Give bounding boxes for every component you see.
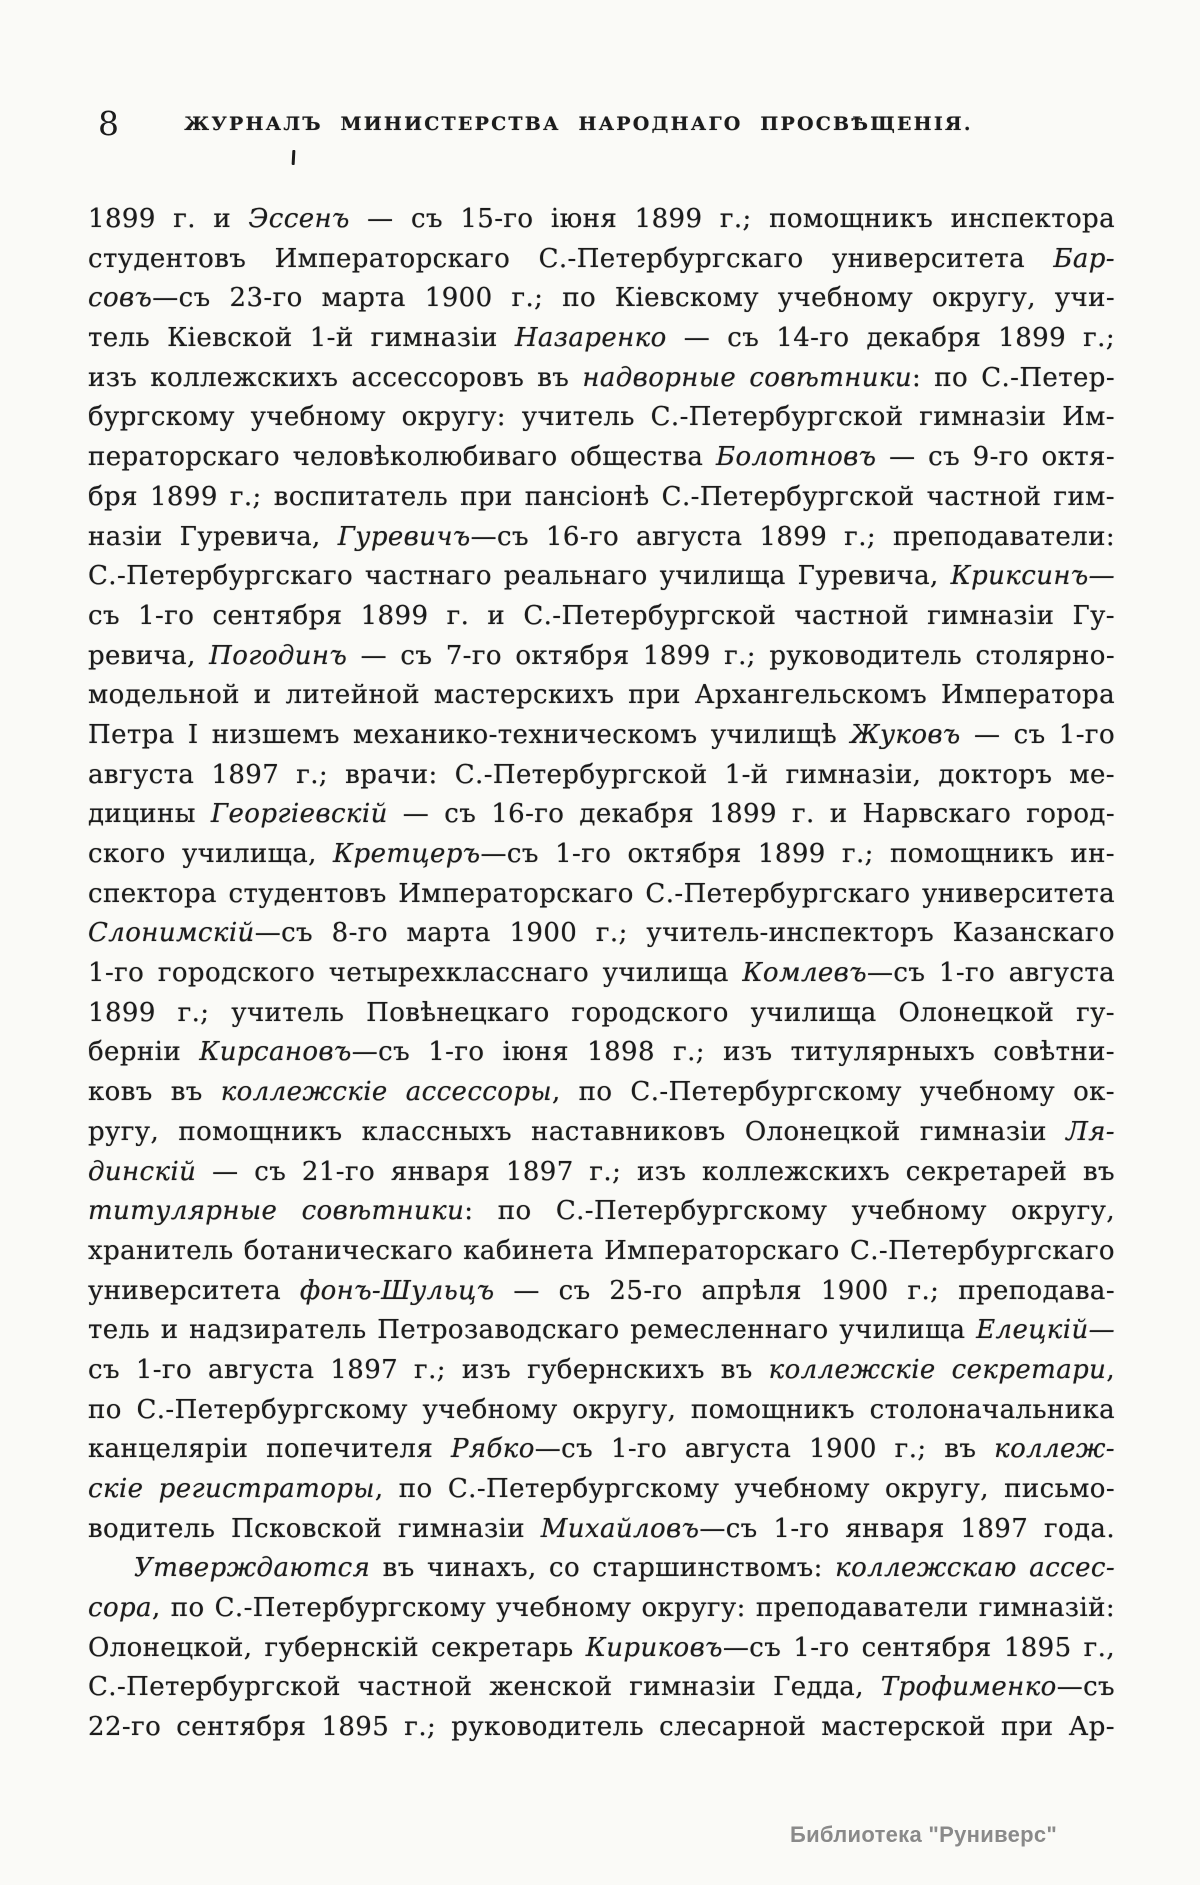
text-segment: бургскому учебному округу: учитель С.-Петербургской гимназіи Им- — [88, 402, 1115, 433]
text-segment: —съ 1-го октября 1899 г.; помощникъ ин- — [480, 839, 1115, 869]
text-segment: тель Кіевской 1-й гимназіи — [88, 323, 515, 354]
text-line — [88, 1351, 1115, 1391]
text-line — [88, 1073, 1115, 1113]
text-line — [88, 518, 1115, 558]
ink-speck-artifact — [292, 150, 296, 165]
running-title: ЖУРНАЛЪ МИНИСТЕРСТВА НАРОДНАГО ПРОСВѢЩЕНІЯ. — [184, 113, 973, 135]
text-line — [88, 1311, 1115, 1351]
text-line — [88, 835, 1115, 875]
text-segment: назіи Гуревича, — [88, 521, 338, 552]
text-line — [88, 1232, 1115, 1272]
text-segment: —съ 23-го марта 1900 г.; по Кіевскому учебному округу, учи- — [152, 283, 1115, 314]
text-segment: С.-Петербургской частной женской гимназіи Гедда, — [88, 1672, 881, 1703]
italic-text-segment: Кретцеръ — [333, 839, 481, 869]
italic-text-segment: скіе регистраторы — [88, 1474, 375, 1504]
text-segment: бря 1899 г.; воспитатель при пансіонѣ С.-Петербургской частной гим- — [88, 481, 1115, 512]
text-line — [88, 557, 1115, 597]
text-line — [88, 875, 1115, 915]
italic-text-segment: титулярные совѣтники — [88, 1196, 465, 1227]
text-line — [88, 716, 1115, 756]
italic-text-segment: Жуковъ — [850, 719, 961, 750]
italic-text-segment: Эссенъ — [248, 204, 350, 234]
text-segment: модельной и литейной мастерскихъ при Архангельскомъ Императора — [88, 680, 1115, 711]
italic-text-segment: динскій — [88, 1156, 197, 1187]
text-line — [88, 1192, 1115, 1232]
text-segment: —съ 1-го августа 1900 г.; въ — [534, 1434, 995, 1465]
text-line — [88, 1430, 1115, 1470]
italic-text-segment: Назаренко — [514, 323, 667, 354]
text-segment: дицины — [88, 799, 211, 830]
text-line — [88, 1470, 1115, 1510]
text-line — [88, 438, 1115, 478]
text-line — [88, 359, 1115, 399]
page-number: 8 — [98, 104, 119, 143]
text-segment: — съ 1-го — [960, 719, 1115, 750]
italic-text-segment: сора — [88, 1593, 152, 1624]
text-block — [88, 200, 1115, 1748]
text-line — [88, 1668, 1115, 1708]
text-segment: студентовъ Императорскаго С.-Петербургскаго университета — [88, 243, 1054, 274]
text-segment: спектора студентовъ Императорскаго С.-Петербургскаго университета — [88, 878, 1115, 909]
text-segment: —съ 16-го августа 1899 г.; преподаватели: — [470, 521, 1115, 552]
italic-text-segment: Бар- — [1053, 243, 1115, 274]
text-segment: , по С.-Петербургскому учебному округу: преподаватели гимназій: — [151, 1593, 1115, 1624]
text-segment: —съ 1-го іюня 1898 г.; изъ титулярныхъ совѣтни- — [351, 1037, 1115, 1068]
text-line — [88, 319, 1115, 359]
text-segment: : по С.-Петер- — [912, 362, 1116, 393]
italic-text-segment: Рябко — [450, 1434, 535, 1465]
text-line — [88, 914, 1115, 954]
text-segment: ревича, — [88, 640, 210, 671]
text-segment: — съ 7-го октября 1899 г.; руководитель столярно- — [347, 640, 1116, 671]
italic-text-segment: коллежскіе секретари — [768, 1354, 1107, 1385]
text-line — [88, 240, 1115, 280]
text-segment: университета — [88, 1275, 300, 1306]
text-segment: изъ коллежскихъ ассессоровъ въ — [88, 362, 583, 393]
text-segment: , — [1106, 1354, 1115, 1385]
text-line — [88, 676, 1115, 716]
text-segment: Петра I низшемъ механико-техническомъ училищѣ — [88, 719, 851, 750]
text-line — [88, 1708, 1115, 1748]
italic-text-segment: надворные совѣтники — [582, 362, 913, 393]
text-line — [88, 994, 1115, 1034]
text-line — [88, 200, 1115, 240]
italic-text-segment: фонъ-Шульцъ — [299, 1275, 495, 1306]
library-watermark: Библиотека "Руниверс" — [790, 1822, 1058, 1847]
italic-text-segment: коллежскіе ассессоры — [220, 1077, 552, 1108]
text-segment: — съ 14-го декабря 1899 г.; — [666, 323, 1115, 354]
text-line — [88, 1629, 1115, 1669]
italic-text-segment: Криксинъ— — [950, 561, 1115, 592]
italic-text-segment: Ля- — [1066, 1116, 1115, 1147]
text-segment: : по С.-Петербургскому учебному округу, — [464, 1196, 1115, 1227]
text-line — [88, 398, 1115, 438]
text-segment: 1899 г. и — [88, 204, 249, 234]
text-line — [88, 795, 1115, 835]
text-segment: — съ 21-го января 1897 г.; изъ коллежскихъ секретарей въ — [196, 1156, 1115, 1187]
text-line — [88, 1113, 1115, 1153]
text-segment: — съ 25-го апрѣля 1900 г.; преподава- — [494, 1275, 1116, 1306]
text-segment: августа 1897 г.; врачи: С.-Петербургской 1-й гимназіи, докторъ ме- — [88, 759, 1115, 790]
text-line — [88, 597, 1115, 637]
text-segment: въ чинахъ, со старшинствомъ: — [370, 1553, 836, 1584]
text-segment: , по С.-Петербургскому учебному округу, письмо- — [374, 1474, 1115, 1504]
text-line — [88, 1589, 1115, 1629]
text-line — [88, 954, 1115, 994]
text-segment: 1-го городского четырехкласснаго училища — [88, 958, 743, 989]
text-line — [88, 1272, 1115, 1312]
text-segment: ругу, помощникъ классныхъ наставниковъ Олонецкой гимназіи — [88, 1116, 1067, 1147]
italic-text-segment: Георгіевскій — [210, 799, 388, 830]
italic-text-segment: Комлевъ — [742, 958, 867, 989]
text-line — [88, 637, 1115, 677]
text-segment: —съ 8-го марта 1900 г.; учитель-инспекторъ Казанскаго — [254, 918, 1115, 949]
text-segment: водитель Псковской гимназіи — [88, 1513, 541, 1544]
text-segment: съ 1-го августа 1897 г.; изъ губернскихъ въ — [88, 1354, 769, 1385]
italic-text-segment: Гуревичъ — [337, 521, 471, 552]
italic-text-segment: Погодинъ — [209, 640, 348, 671]
text-segment: хранитель ботаническаго кабинета Императорскаго С.-Петербургскаго — [88, 1235, 1115, 1266]
italic-text-segment: Елецкій— — [976, 1315, 1115, 1346]
italic-text-segment: совъ — [88, 283, 153, 314]
text-segment: —съ 1-го января 1897 года. — [699, 1513, 1115, 1544]
italic-text-segment: Кириковъ — [585, 1632, 723, 1663]
text-line — [88, 1549, 1115, 1589]
text-segment: по С.-Петербургскому учебному округу, помощникъ столоначальника — [88, 1394, 1115, 1425]
text-segment: тель и надзиратель Петрозаводскаго ремесленнаго училища — [88, 1315, 977, 1346]
page-header — [88, 104, 1115, 148]
italic-text-segment: коллежскаю ассес- — [835, 1553, 1116, 1584]
italic-text-segment: Слонимскій — [88, 918, 255, 949]
text-line — [88, 1391, 1115, 1431]
italic-text-segment: Болотновъ — [715, 442, 877, 473]
italic-text-segment: Трофименко — [880, 1672, 1057, 1703]
text-segment: — съ 16-го декабря 1899 г. и Нарвскаго город- — [387, 799, 1116, 830]
text-segment: Олонецкой, губернскій секретарь — [88, 1632, 586, 1663]
text-segment: , по С.-Петербургскому учебному ок- — [551, 1077, 1115, 1108]
text-segment: 22-го сентября 1895 г.; руководитель слесарной мастерской при Ар- — [88, 1712, 1115, 1743]
text-segment: 1899 г.; учитель Повѣнецкаго городского училища Олонецкой гу- — [88, 997, 1115, 1028]
text-line — [88, 1153, 1115, 1193]
text-line — [88, 279, 1115, 319]
text-segment: —съ 1-го сентября 1895 г., — [722, 1632, 1116, 1663]
text-segment: —съ 1-го августа — [866, 958, 1116, 989]
text-segment: ского училища, — [88, 839, 334, 869]
italic-text-segment: Кирсановъ — [199, 1037, 352, 1068]
italic-text-segment: Михайловъ — [540, 1513, 700, 1544]
text-segment: — съ 15-го іюня 1899 г.; помощникъ инспектора — [349, 204, 1115, 234]
text-segment: канцеляріи попечителя — [88, 1434, 451, 1465]
text-line — [88, 756, 1115, 796]
text-segment: —съ — [1056, 1672, 1115, 1703]
text-segment: ператорскаго человѣколюбиваго общества — [88, 442, 716, 473]
text-segment: — съ 9-го октя- — [876, 442, 1115, 473]
text-line — [88, 478, 1115, 518]
text-segment: берніи — [88, 1037, 200, 1068]
text-segment: ковъ въ — [88, 1077, 221, 1108]
text-line — [88, 1510, 1115, 1550]
text-line — [88, 1033, 1115, 1073]
italic-text-segment: коллеж- — [994, 1434, 1115, 1465]
italic-text-segment: Утверждаются — [134, 1553, 371, 1584]
text-segment: С.-Петербургскаго частнаго реальнаго училища Гуревича, — [88, 561, 951, 592]
text-segment: съ 1-го сентября 1899 г. и С.-Петербургской частной гимназіи Гу- — [88, 600, 1115, 631]
